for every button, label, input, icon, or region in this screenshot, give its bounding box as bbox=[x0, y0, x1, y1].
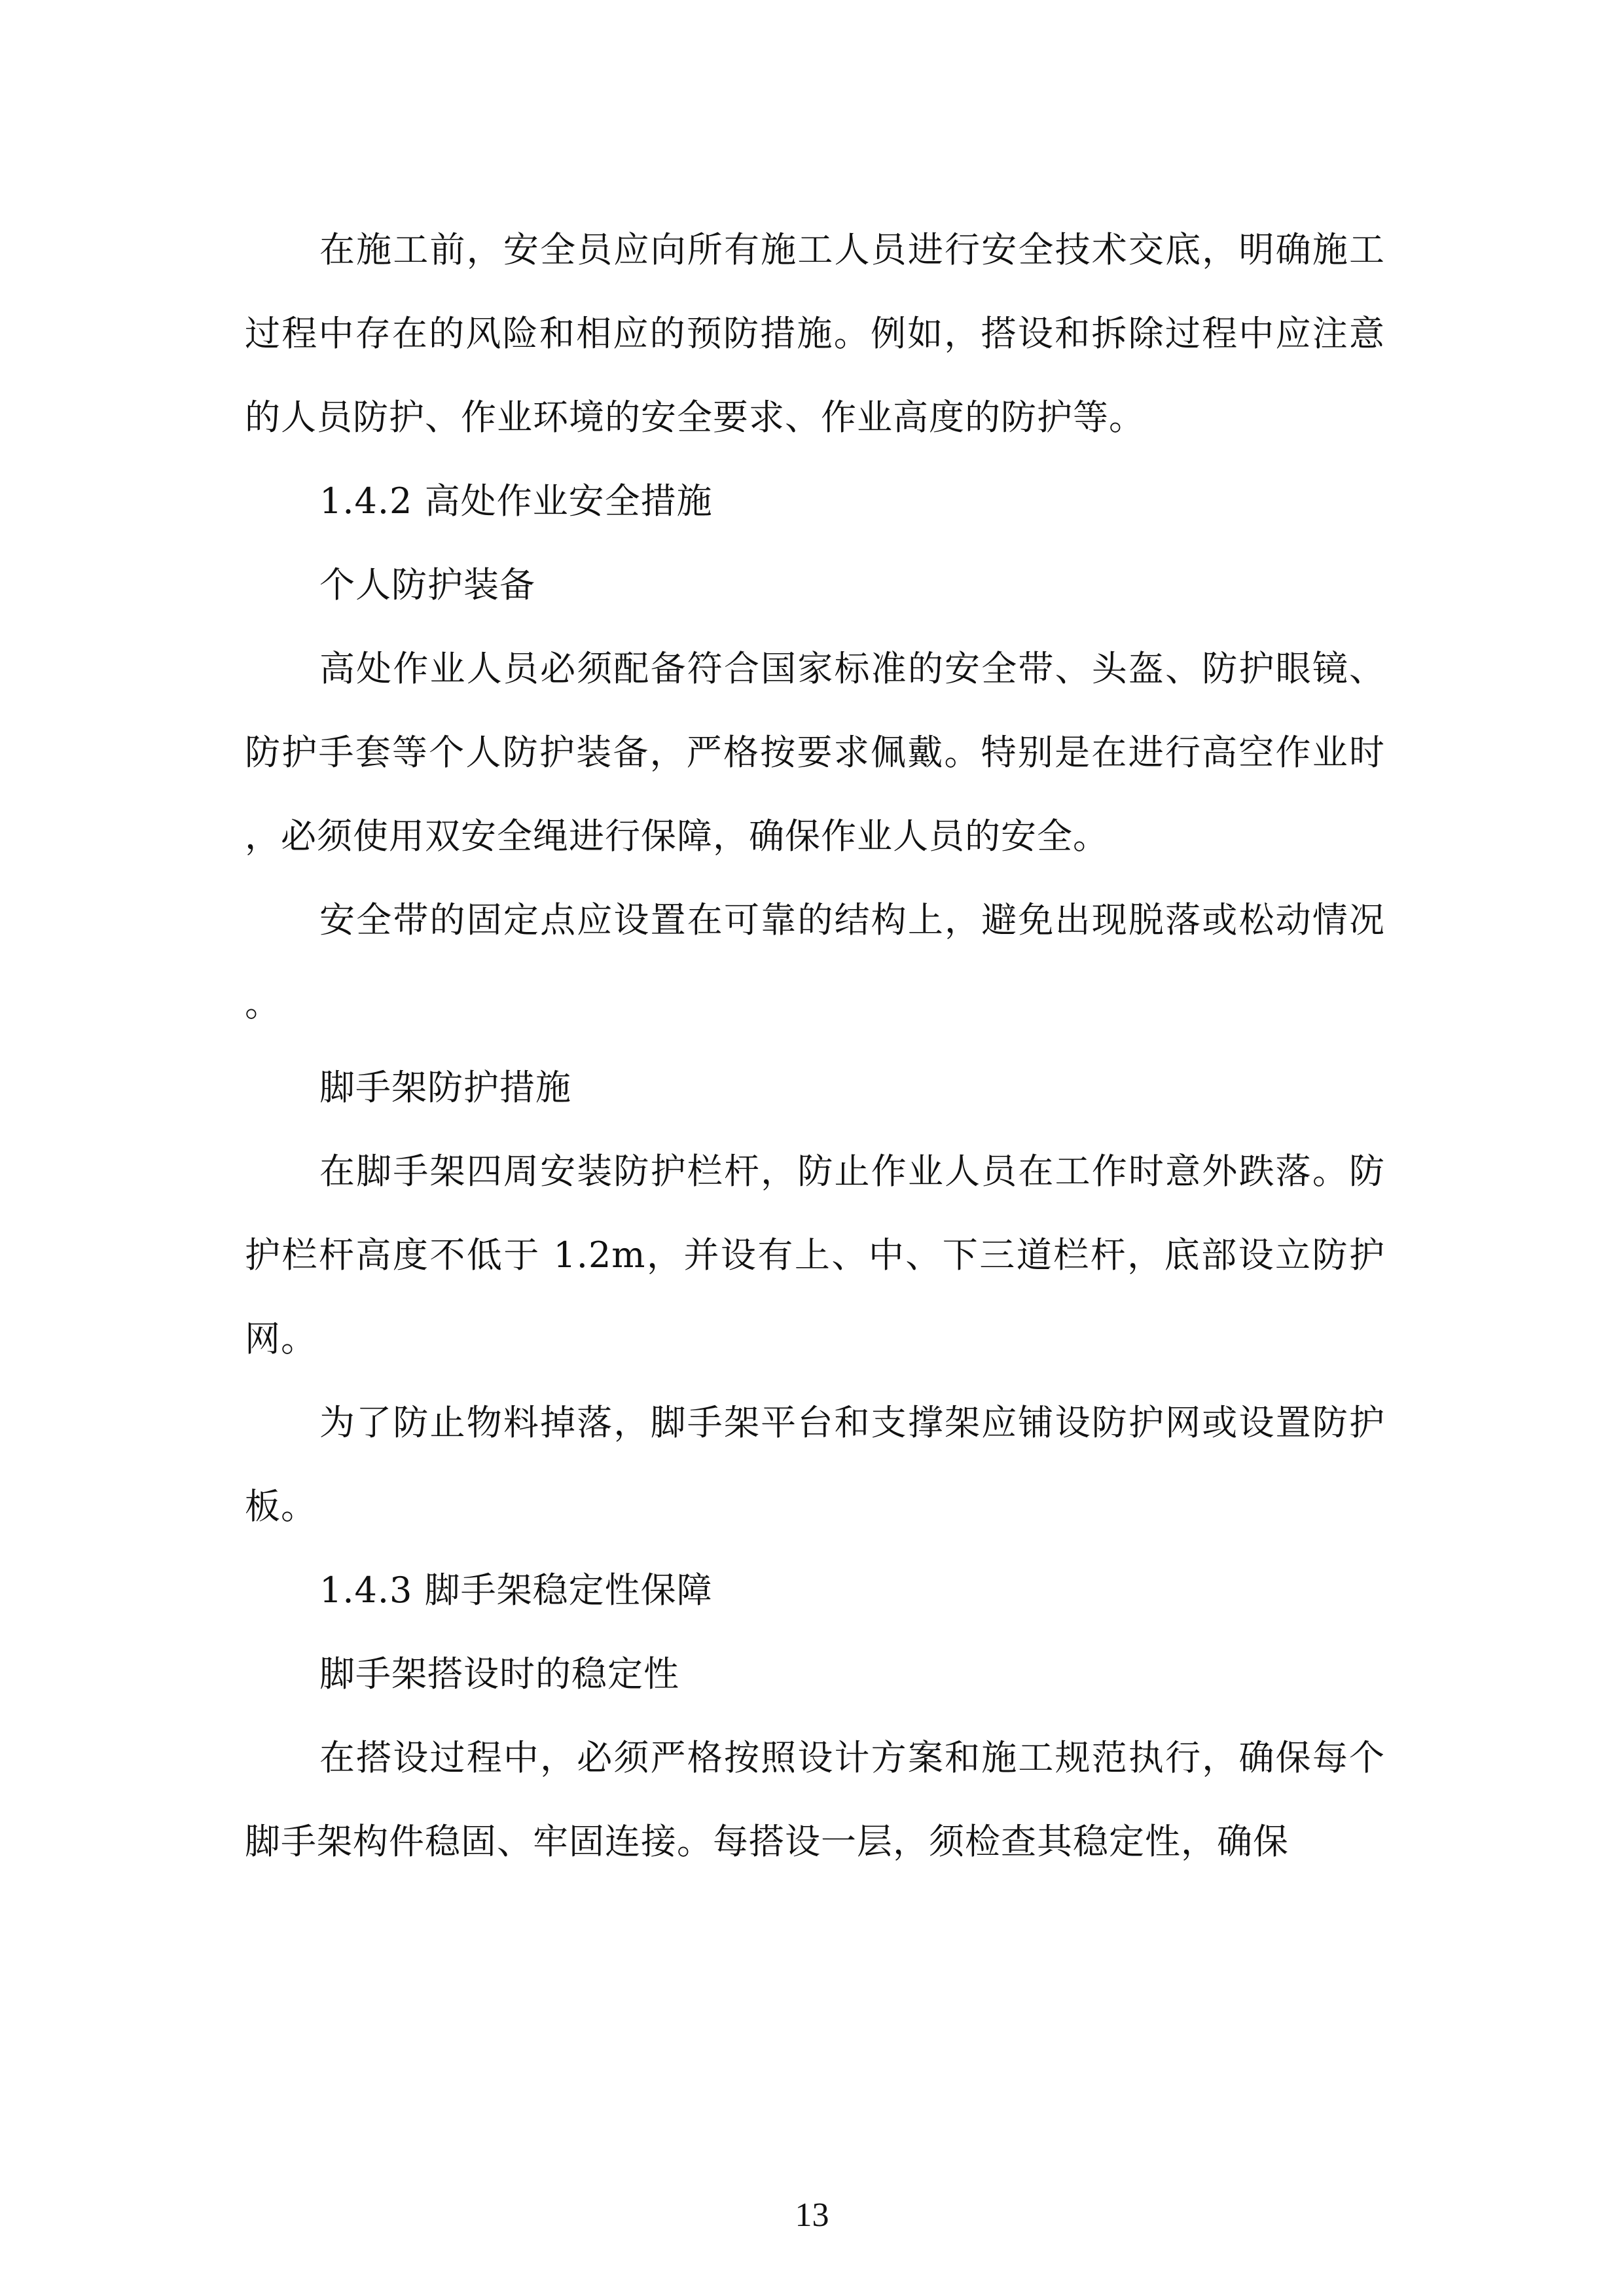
paragraph-guardrails: 在脚手架四周安装防护栏杆，防止作业人员在工作时意外跌落。防护栏杆高度不低于 1.2m，并设有上、中、下三道栏杆，底部设立防护网。 bbox=[245, 1151, 1385, 1359]
subheading-erection-stability: 脚手架搭设时的稳定性 bbox=[319, 1653, 679, 1695]
subheading-scaffold-protection: 脚手架防护措施 bbox=[319, 1067, 571, 1108]
paragraph-protective-equipment: 高处作业人员必须配备符合国家标准的安全带、头盔、防护眼镜、防护手套等个人防护装备，严格按要求佩戴。特别是在进行高空作业时，必须使用双安全绳进行保障，确保作业人员的安全。 bbox=[245, 648, 1385, 857]
paragraph-falling-objects: 为了防止物料掉落，脚手架平台和支撑架应铺设防护网或设置防护板。 bbox=[245, 1402, 1385, 1527]
paragraph-erection-process: 在搭设过程中，必须严格按照设计方案和施工规范执行，确保每个脚手架构件稳固、牢固连接。每搭设一层，须检查其稳定性，确保 bbox=[245, 1737, 1385, 1862]
document-body bbox=[245, 208, 1385, 1884]
subheading-personal-protective-equipment: 个人防护装备 bbox=[319, 564, 535, 605]
paragraph-safety-briefing: 在施工前，安全员应向所有施工人员进行安全技术交底，明确施工过程中存在的风险和相应的预防措施。例如，搭设和拆除过程中应注意的人员防护、作业环境的安全要求、作业高度的防护等。 bbox=[245, 229, 1385, 438]
page-number: 13 bbox=[795, 2197, 829, 2234]
section-heading-1-4-3: 1.4.3 脚手架稳定性保障 bbox=[319, 1570, 713, 1611]
paragraph-safety-belt-anchor: 安全带的固定点应设置在可靠的结构上，避免出现脱落或松动情况。 bbox=[245, 899, 1385, 1024]
section-heading-1-4-2: 1.4.2 高处作业安全措施 bbox=[319, 480, 713, 522]
